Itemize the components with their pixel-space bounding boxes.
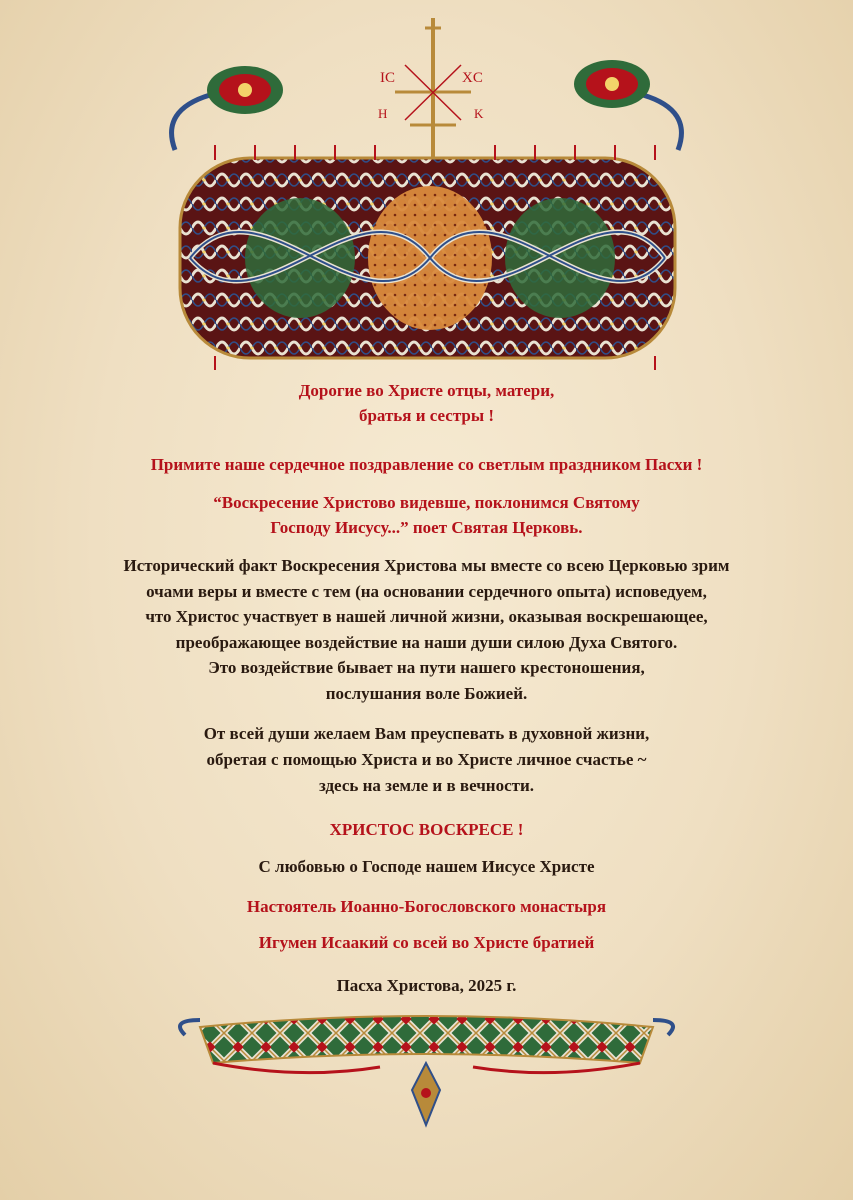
date [60,973,793,998]
greeting [60,378,793,428]
header-ornament [0,0,853,380]
monogram-h: H [378,106,388,121]
interlace-band [180,145,675,370]
signature-name [60,930,793,955]
greeting-line-1: Дорогие во Христе отцы, матери, [298,381,555,400]
congrats-line [60,452,793,477]
drop-finial-icon [412,1063,440,1125]
body-line: Это воздействие бывает на пути нашего крестоношения, [208,658,645,677]
monogram-xc: XC [462,70,483,86]
body-line: что Христос участвует в нашей личной жизни, оказывая воскрешающее, [145,607,708,626]
congrats-text: Примите наше сердечное поздравление со светлым праздником Пасхи ! [150,455,703,474]
signature-title-text: Настоятель Иоанно-Богословского монастыря [246,897,607,916]
signature-name-text: Игумен Исаакий со всей во Христе братией [258,933,595,952]
footer-ornament [0,1005,853,1135]
body-line: Исторический факт Воскресения Христова мы вместе со всею Церковью зрим [123,556,730,575]
body-line: преображающее воздействие на наши души силою Духа Святого. [175,632,678,652]
quote [60,490,793,540]
wish-line: здесь на земле и в вечности. [318,776,535,795]
monogram-ic: IC [380,70,395,86]
wish-line: обретая с помощью Христа и во Христе личное счастье ~ [206,750,647,769]
body-line: послушания воле Божией. [325,683,528,703]
monogram-k: K [474,106,484,121]
wish-line: От всей души желаем Вам преуспевать в духовной жизни, [203,724,650,743]
quote-line-1: “Воскресение Христово видевше, поклонимся Святому [213,493,640,512]
closing-text: С любовью о Господе нашем Иисусе Христе [258,857,595,876]
closing [60,854,793,879]
wish-paragraph [60,721,793,799]
date-text: Пасха Христова, 2025 г. [336,976,517,995]
body-paragraph [60,553,793,706]
flower-right-icon [574,60,681,150]
flower-left-icon [172,66,283,150]
exclamation [60,817,793,842]
cross-icon [395,18,471,160]
signature-title [60,894,793,919]
exclamation-text: ХРИСТОС ВОСКРЕСЕ ! [329,820,524,839]
body-line: очами веры и вместе с тем (на основании сердечного опыта) исповедуем, [146,581,707,601]
greeting-line-2: братья и сестры ! [358,406,495,425]
quote-line-2: Господу Иисусу...” поет Святая Церковь. [270,518,583,537]
